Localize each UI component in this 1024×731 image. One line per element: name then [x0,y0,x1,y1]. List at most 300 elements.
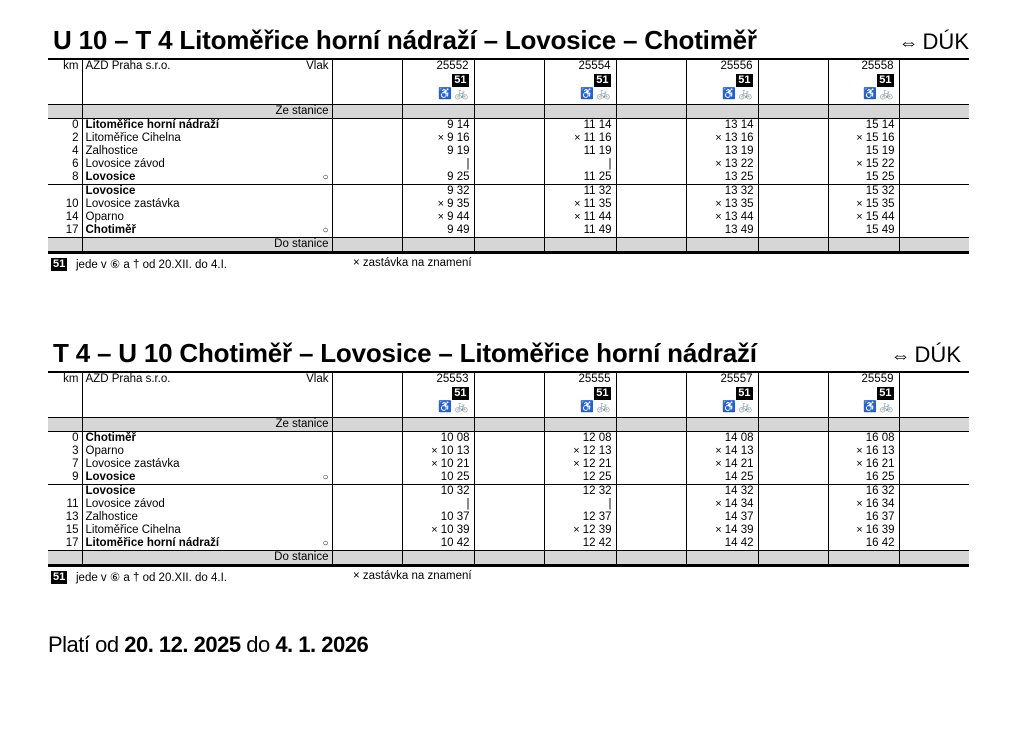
departure-time: 9 19 [447,145,470,157]
departure-time: 12 08 [582,432,612,444]
station-cell [82,185,332,199]
departure-time-cell [828,432,899,446]
station-name: Lovosice zastávka [85,458,180,470]
spacer-cell [616,132,686,145]
km-value: 10 [65,198,79,210]
station-cell [82,211,332,224]
departure-time-cell [828,458,899,471]
station-row [48,171,969,185]
spacer-cell [332,119,402,133]
station-cell [82,145,332,158]
departure-time: 9 14 [447,119,470,131]
gray-cell [758,551,828,566]
spacer-cell [616,224,686,238]
transfer-circle-icon: ○ [322,225,329,236]
gray-cell [332,418,402,432]
departure-time-cell [686,211,758,224]
train-number: 25555 [578,373,611,385]
gray-cell [616,418,686,432]
spacer-cell [332,211,402,224]
spacer-cell [899,445,969,458]
legend-request-stop-text: × zastávka na znamení [353,570,472,582]
spacer-cell [616,145,686,158]
departure-time: 9 32 [447,185,470,197]
departure-time: 15 14 [865,119,895,131]
spacer-cell [899,432,969,446]
timetable-title: U 10 – T 4 Litoměřice horní nádraží – Lovosice – Chotiměř [53,25,757,55]
departure-time-cell [686,185,758,199]
spacer-cell [616,59,686,105]
departure-time: 14 08 [724,432,754,444]
departure-time-cell [828,511,899,524]
departure-time: 13 16 [724,132,754,144]
request-stop-icon: × [574,198,581,210]
spacer-cell [758,524,828,537]
departure-time: 13 22 [724,158,754,170]
departure-time-cell [686,471,758,485]
gray-cell [899,105,969,119]
departure-time: 13 19 [724,145,754,157]
km-value: 6 [72,158,79,170]
request-stop-icon: × [574,211,581,223]
station-row [48,119,969,133]
request-stop-icon: × [856,198,863,210]
weekend-badge-icon: 51 [596,74,609,86]
gray-cell [828,418,899,432]
train-header [402,372,474,418]
timetable-section-1 [48,24,969,272]
departure-time-cell [686,132,758,145]
do-stanice-row-label: Do stanice [82,551,332,566]
departure-time-cell [686,145,758,158]
train-header [828,59,899,105]
spacer-cell [616,198,686,211]
departure-time: | [608,158,612,170]
departure-time: 14 34 [724,498,754,510]
request-stop-icon: × [437,132,445,144]
wheelchair-bicycle-icon: ♿ 🚲 [580,401,611,413]
spacer-cell [474,445,544,458]
wheelchair-bicycle-icon: ♿ 🚲 [722,88,753,100]
departure-time-cell [402,524,474,537]
spacer-cell [758,511,828,524]
station-row [48,458,969,471]
departure-time-cell [544,485,616,499]
weekend-badge-icon: 51 [454,387,467,399]
departure-time: 11 32 [583,185,612,197]
request-stop-icon: × [715,198,722,210]
station-name: Žalhostice [85,145,138,157]
spacer-cell [474,171,544,185]
gray-cell [474,238,544,253]
station-row [48,432,969,446]
departure-time-cell [828,471,899,485]
gray-cell [686,418,758,432]
spacer-cell [616,158,686,171]
gray-cell [616,105,686,119]
station-name: Lovosice [85,171,136,183]
vlak-label: Vlak [306,373,329,385]
spacer-cell [758,445,828,458]
station-row [48,471,969,485]
spacer-cell [758,211,828,224]
spacer-cell [332,372,402,418]
request-stop-icon: × [856,445,863,457]
km-value: 11 [66,498,79,510]
station-cell [82,158,332,171]
spacer-cell [474,198,544,211]
spacer-cell [474,158,544,171]
departure-time-cell [402,119,474,133]
spacer-cell [899,145,969,158]
station-row [48,185,969,199]
departure-time-cell [544,498,616,511]
departure-time: 10 37 [440,511,470,523]
departure-time-cell [828,171,899,185]
departure-time-cell [402,158,474,171]
departure-time-cell [402,485,474,499]
wheelchair-bicycle-icon: ♿ 🚲 [722,401,753,413]
departure-time: 12 13 [582,445,612,457]
spacer-cell [616,119,686,133]
gray-cell [48,105,82,119]
departure-time-cell [686,432,758,446]
spacer-cell [758,119,828,133]
request-stop-icon: × [856,524,863,536]
spacer-cell [758,372,828,418]
departure-time-cell [544,537,616,551]
departure-time-cell [828,445,899,458]
spacer-cell [332,224,402,238]
departure-time: 16 08 [865,432,895,444]
departure-time-cell [402,211,474,224]
spacer-cell [474,432,544,446]
km-value: 17 [65,224,79,236]
request-stop-icon: × [856,458,863,470]
request-stop-icon: × [437,198,445,210]
request-stop-icon: × [431,524,438,536]
train-number: 25553 [436,373,469,385]
departure-time-cell [544,458,616,471]
departure-time-cell [402,224,474,238]
departure-time-cell [402,498,474,511]
legend-request-stop-text: × zastávka na znamení [353,257,472,269]
request-stop-icon: × [856,158,863,170]
station-cell [82,471,332,485]
spacer-cell [899,132,969,145]
gray-cell [828,551,899,566]
spacer-cell [758,158,828,171]
spacer-cell [332,485,402,499]
train-number: 25559 [861,373,894,385]
station-name: Lovosice [85,471,136,483]
timetable-header-1 [48,24,969,58]
gray-cell [402,105,474,119]
departure-time: 9 16 [447,132,470,144]
ze-stanice-row-label: Ze stanice [82,418,332,432]
spacer-cell [332,59,402,105]
departure-time-cell [686,198,758,211]
departure-time: 15 19 [865,145,895,157]
duk-label [891,342,961,368]
gray-cell [544,418,616,432]
spacer-cell [899,498,969,511]
gray-cell [828,105,899,119]
ze-stanice-row-label: Ze stanice [82,105,332,119]
station-cell [82,524,332,537]
weekend-badge-icon: 51 [879,74,892,86]
departure-time-cell [828,537,899,551]
request-stop-icon: × [856,132,863,144]
station-name: Lovosice [85,185,136,197]
departure-time: 16 25 [865,471,895,483]
spacer-cell [758,198,828,211]
validity-from-date: 20. 12. 2025 [124,632,241,657]
timetable-section-2 [48,337,969,585]
gray-cell [616,238,686,253]
departure-time: 10 08 [440,432,470,444]
station-row [48,211,969,224]
train-number: 25558 [861,60,894,72]
spacer-cell [758,171,828,185]
departure-time: 15 44 [865,211,895,223]
departure-time-cell [544,185,616,199]
spacer-cell [474,211,544,224]
weekend-badge-icon: 51 [738,74,751,86]
station-name: Litoměřice horní nádraží [85,119,220,131]
bidirectional-arrow-icon: ⇔ [890,345,911,367]
agency-name: AŽD Praha s.r.o. [85,373,171,385]
departure-time: | [466,158,470,170]
request-stop-icon: × [856,211,863,223]
station-row [48,511,969,524]
request-stop-icon: × [715,524,722,536]
spacer-cell [758,458,828,471]
km-value: 9 [72,471,79,483]
spacer-cell [899,59,969,105]
gray-cell [332,551,402,566]
departure-time: 16 13 [865,445,895,457]
station-name: Chotiměř [85,224,136,236]
departure-time: 15 22 [865,158,895,170]
station-name: Litoměřice Cihelna [85,524,181,536]
spacer-cell [332,132,402,145]
spacer-cell [616,537,686,551]
spacer-cell [332,471,402,485]
spacer-cell [899,511,969,524]
request-stop-icon: × [715,445,722,457]
station-name: Lovosice [85,485,136,497]
departure-time: 13 32 [724,185,754,197]
station-cell [82,119,332,133]
km-header: km [48,59,82,105]
spacer-cell [616,458,686,471]
station-cell [82,171,332,185]
km-value: 4 [72,145,79,157]
departure-time-cell [828,198,899,211]
km-value: 17 [65,537,79,549]
spacer-cell [616,485,686,499]
departure-time: 16 32 [865,485,895,497]
departure-time: 14 25 [724,471,754,483]
departure-time-cell [402,445,474,458]
spacer-cell [474,119,544,133]
train-number: 25557 [720,373,753,385]
gray-cell [758,238,828,253]
gray-cell [686,551,758,566]
departure-time-cell [544,145,616,158]
departure-time: 10 21 [440,458,470,470]
agency-cell [82,372,332,418]
ze-stanice-row [48,418,969,432]
km-value [48,485,82,499]
spacer-cell [332,511,402,524]
request-stop-icon: × [573,524,580,536]
departure-time: 12 39 [582,524,612,536]
gray-cell [899,551,969,566]
departure-time: 14 13 [724,445,754,457]
train-header [686,59,758,105]
departure-time-cell [402,458,474,471]
spacer-cell [474,224,544,238]
departure-time: 9 49 [447,224,470,236]
timetable-header-2 [48,337,969,371]
departure-time: 16 37 [865,511,895,523]
departure-time: 13 49 [724,224,754,236]
spacer-cell [758,185,828,199]
departure-time: 9 35 [447,198,470,210]
station-cell [82,511,332,524]
duk-label [899,29,969,55]
km-value: 0 [72,119,79,131]
spacer-cell [899,171,969,185]
departure-time: 10 39 [440,524,470,536]
weekend-badge-icon: 51 [879,387,892,399]
do-stanice-row-label: Do stanice [82,238,332,253]
departure-time: | [466,498,470,510]
departure-time: 12 25 [582,471,612,483]
departure-time-cell [828,498,899,511]
departure-time: 11 25 [583,171,612,183]
station-row [48,145,969,158]
agency-cell [82,59,332,105]
departure-time-cell [544,445,616,458]
departure-time-cell [544,132,616,145]
departure-time-cell [402,132,474,145]
spacer-cell [616,471,686,485]
spacer-cell [332,445,402,458]
departure-time: 15 49 [865,224,895,236]
spacer-cell [474,59,544,105]
request-stop-icon: × [574,132,581,144]
gray-cell [686,238,758,253]
legend-badge-text: jede v ⑥ a † od 20.XII. do 4.I. [76,259,227,271]
departure-time-cell [544,171,616,185]
wheelchair-bicycle-icon: ♿ 🚲 [438,401,469,413]
departure-time: 11 14 [583,119,612,131]
departure-time-cell [402,171,474,185]
validity-mid: do [246,632,270,657]
station-cell [82,485,332,499]
spacer-cell [474,498,544,511]
gray-cell [48,238,82,253]
station-row [48,198,969,211]
gray-cell [686,105,758,119]
departure-time: 11 16 [583,132,612,144]
km-header: km [48,372,82,418]
gray-cell [616,551,686,566]
spacer-cell [616,372,686,418]
spacer-cell [332,537,402,551]
departure-time-cell [544,119,616,133]
spacer-cell [474,485,544,499]
departure-time: 14 37 [724,511,754,523]
departure-time-cell [402,471,474,485]
spacer-cell [616,445,686,458]
spacer-cell [332,524,402,537]
departure-time-cell [402,537,474,551]
wheelchair-bicycle-icon: ♿ 🚲 [580,88,611,100]
spacer-cell [616,185,686,199]
departure-time: 10 42 [440,537,470,549]
departure-time: 14 39 [724,524,754,536]
wheelchair-bicycle-icon: ♿ 🚲 [438,88,469,100]
departure-time: 12 21 [582,458,612,470]
gray-cell [48,551,82,566]
spacer-cell [758,471,828,485]
request-stop-icon: × [715,211,722,223]
gray-cell [474,551,544,566]
request-stop-icon: × [431,458,438,470]
departure-time-cell [828,185,899,199]
departure-time: 15 32 [865,185,895,197]
km-value [48,185,82,199]
request-stop-icon: × [437,211,445,223]
gray-cell [332,238,402,253]
legend [48,256,969,272]
timetable-table [48,371,969,567]
km-value: 0 [72,432,79,444]
spacer-cell [332,432,402,446]
gray-cell [828,238,899,253]
timetable-title: T 4 – U 10 Chotiměř – Lovosice – Litoměřice horní nádraží [53,338,757,368]
station-cell [82,432,332,446]
spacer-cell [899,372,969,418]
departure-time-cell [544,432,616,446]
spacer-cell [474,471,544,485]
station-cell [82,198,332,211]
weekend-badge-icon: 51 [53,571,66,583]
request-stop-icon: × [856,498,863,510]
spacer-cell [899,458,969,471]
departure-time-cell [686,119,758,133]
gray-cell [544,238,616,253]
station-cell [82,458,332,471]
spacer-cell [899,524,969,537]
departure-time-cell [828,485,899,499]
departure-time-cell [402,198,474,211]
spacer-cell [899,485,969,499]
departure-time-cell [544,524,616,537]
spacer-cell [758,498,828,511]
train-number: 25554 [578,60,611,72]
departure-time-cell [686,445,758,458]
departure-time: 11 35 [583,198,612,210]
gray-cell [402,418,474,432]
departure-time: 10 32 [440,485,470,497]
departure-time: 11 19 [583,145,612,157]
spacer-cell [474,185,544,199]
